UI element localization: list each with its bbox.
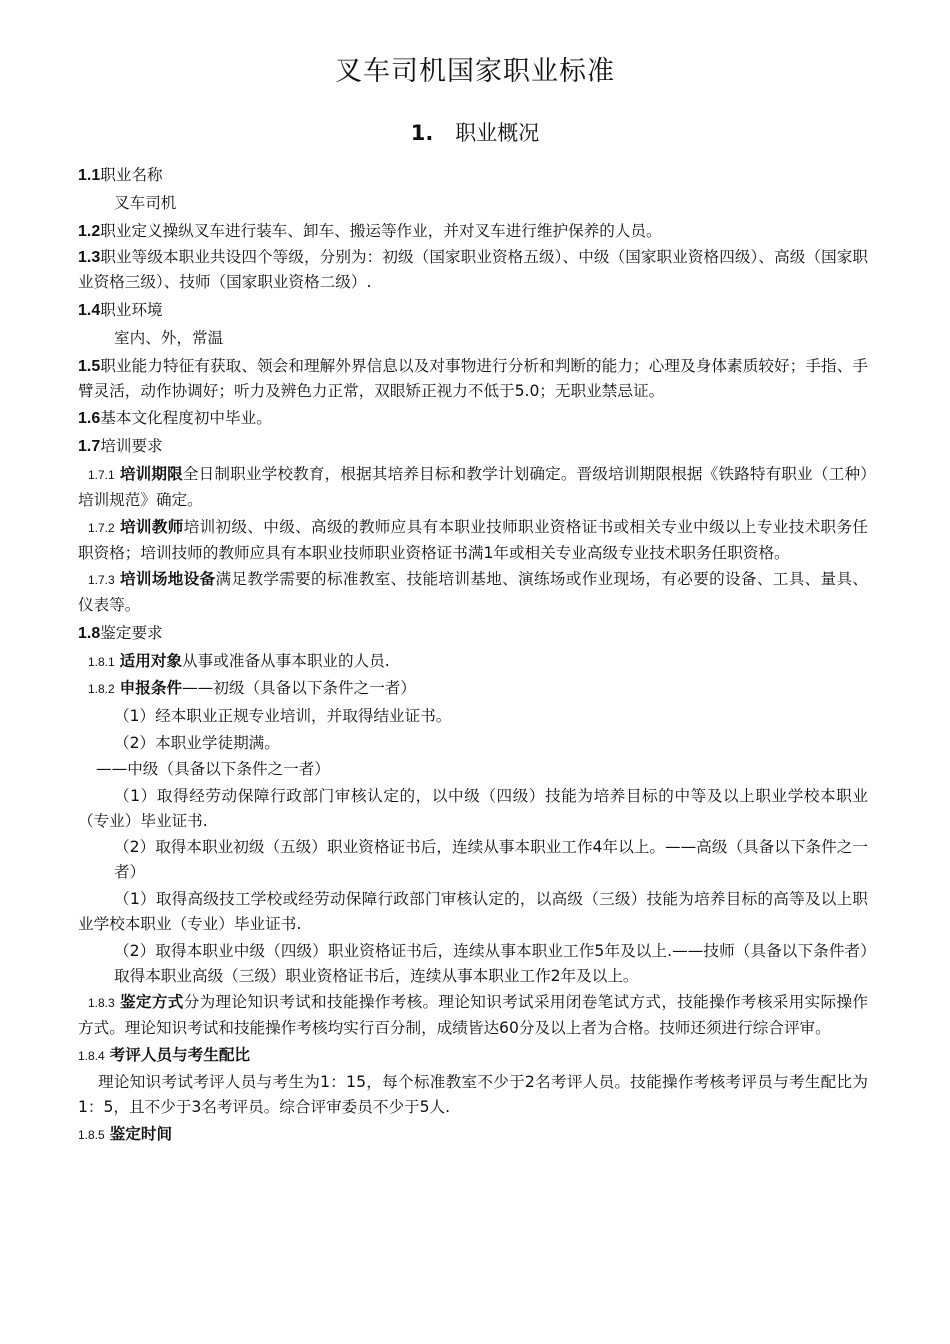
section-number: 1.3 bbox=[78, 249, 101, 267]
subsection-number: 1.7.2 bbox=[88, 520, 115, 535]
subsection-text: 分为理论知识考试和技能操作考核。理论知识考试采用闭卷笔试方式，技能操作考核采用实际操作方式。理论知识考试和技能操作考核均实行百分制，成绩皆达60分及以上者为合格。技师还须进行综合评审。 bbox=[78, 993, 868, 1038]
section-1-1-value: 叉车司机 bbox=[114, 193, 177, 212]
section-number: 1.1 bbox=[78, 167, 101, 184]
section-label: 培训要求 bbox=[100, 437, 163, 456]
section-label: 职业环境 bbox=[100, 300, 163, 319]
section-1-8-1 bbox=[78, 649, 868, 675]
section-1-8-4-text: 理论知识考试考评人员与考生为1：15，每个标准教室不少于2名考评人员。技能操作考核考评员与考生配比为1：5，且不少于3名考评员。综合评审委员不少于5人. bbox=[78, 1073, 868, 1117]
section-number: 1.7 bbox=[78, 438, 101, 456]
condition-line: （2）取得本职业中级（四级）职业资格证书后，连续从事本职业工作5年及以上.——技师（具备以下条件者）取得本职业高级（三级）职业资格证书后，连续从事本职业工作2年及以上。 bbox=[114, 941, 868, 985]
section-number: 1.5 bbox=[78, 357, 101, 375]
section-1-8-2 bbox=[78, 676, 868, 702]
section-1-1 bbox=[78, 163, 868, 188]
section-text: 职业定义操纵叉车进行装车、卸车、搬运等作业，并对叉车进行维护保养的人员。 bbox=[100, 221, 662, 240]
subsection-number: 1.8.4 bbox=[78, 1048, 105, 1063]
subsection-text: 培训初级、中级、高级的教师应具有本职业技师职业资格证书或相关专业中级以上专业技术职务任职资格；培训技师的教师应具有本职业技师职业资格证书满1年或相关专业高级专业技术职务任职资格。 bbox=[78, 517, 868, 562]
section-text: 基本文化程度初中毕业。 bbox=[100, 409, 272, 428]
condition-line: （1）经本职业正规专业培训，并取得结业证书。 bbox=[114, 706, 452, 725]
document-body bbox=[78, 163, 868, 1149]
section-1-8-4 bbox=[78, 1043, 868, 1069]
subsection-text: ——初级（具备以下条件之一者） bbox=[182, 679, 416, 698]
subsection-number: 1.7.1 bbox=[88, 467, 115, 482]
section-label: 职业名称 bbox=[100, 166, 163, 184]
subsection-number: 1.8.1 bbox=[88, 654, 115, 669]
section-label: 鉴定要求 bbox=[100, 623, 163, 642]
section-1-7-2 bbox=[78, 515, 868, 566]
condition-line: （1）取得高级技工学校或经劳动保障行政部门审核认定的，以高级（三级）技能为培养目标的高等及以上职业学校本职业（专业）毕业证书. bbox=[78, 889, 868, 933]
subsection-key: 培训期限 bbox=[119, 464, 183, 483]
section-number: 1.2 bbox=[78, 222, 101, 240]
subsection-text: 从事或准备从事本职业的人员. bbox=[182, 651, 390, 670]
section-1-2 bbox=[78, 219, 868, 244]
section-1-8-3 bbox=[78, 990, 868, 1041]
condition-line: ——中级（具备以下条件之一者） bbox=[96, 760, 330, 779]
document-title: 叉车司机国家职业标准 bbox=[335, 56, 615, 87]
section-1-3 bbox=[78, 245, 868, 295]
condition-line: （2）本职业学徒期满。 bbox=[114, 733, 280, 752]
section-1-4-value: 室内、外，常温 bbox=[114, 328, 224, 347]
subsection-key: 培训教师 bbox=[120, 517, 184, 536]
section-number: 1.8 bbox=[78, 624, 101, 642]
condition-line: （2）取得本职业初级（五级）职业资格证书后，连续从事本职业工作4年以上。——高级（具备以下条件之一者） bbox=[114, 838, 868, 882]
subsection-key: 申报条件 bbox=[119, 679, 183, 698]
subsection-key: 培训场地设备 bbox=[120, 570, 216, 589]
chapter-heading bbox=[0, 118, 950, 148]
subsection-number: 1.8.3 bbox=[88, 996, 115, 1011]
subsection-text: 满足教学需要的标准教室、技能培训基地、演练场或作业现场，有必要的设备、工具、量具、仪表等。 bbox=[78, 570, 868, 615]
section-1-8 bbox=[78, 621, 868, 646]
subsection-key: 鉴定时间 bbox=[109, 1124, 173, 1143]
section-1-6 bbox=[78, 406, 868, 431]
section-number: 1.4 bbox=[78, 301, 101, 319]
chapter-number: 1. bbox=[410, 121, 434, 145]
section-number: 1.6 bbox=[78, 410, 101, 428]
subsection-number: 1.8.2 bbox=[88, 682, 115, 697]
section-1-7 bbox=[78, 434, 868, 459]
subsection-number: 1.7.3 bbox=[88, 573, 115, 588]
condition-line: （1）取得经劳动保障行政部门审核认定的，以中级（四级）技能为培养目标的中等及以上职业学校本职业（专业）毕业证书. bbox=[78, 786, 868, 830]
section-1-7-3 bbox=[78, 567, 868, 618]
subsection-number: 1.8.5 bbox=[78, 1127, 105, 1142]
section-text: 职业等级本职业共设四个等级，分别为：初级（国家职业资格五级）、中级（国家职业资格四级）、高级（国家职业资格三级）、技师（国家职业资格二级）. bbox=[78, 248, 868, 292]
section-1-8-5 bbox=[78, 1122, 868, 1148]
subsection-key: 考评人员与考生配比 bbox=[109, 1045, 251, 1064]
section-1-4 bbox=[78, 298, 868, 323]
subsection-key: 适用对象 bbox=[119, 651, 183, 670]
section-1-5 bbox=[78, 354, 868, 404]
chapter-title: 职业概况 bbox=[455, 121, 540, 145]
subsection-text: 全日制职业学校教育，根据其培养目标和教学计划确定。晋级培训期限根据《铁路特有职业（工种）培训规范》确定。 bbox=[78, 464, 868, 509]
section-text: 职业能力特征有获取、领会和理解外界信息以及对事物进行分析和判断的能力；心理及身体素质较好；手指、手臂灵活，动作协调好；听力及辨色力正常，双眼矫正视力不低于5.0；无职业禁忌证。 bbox=[78, 356, 868, 400]
subsection-key: 鉴定方式 bbox=[120, 993, 184, 1012]
section-1-7-1 bbox=[78, 462, 868, 513]
